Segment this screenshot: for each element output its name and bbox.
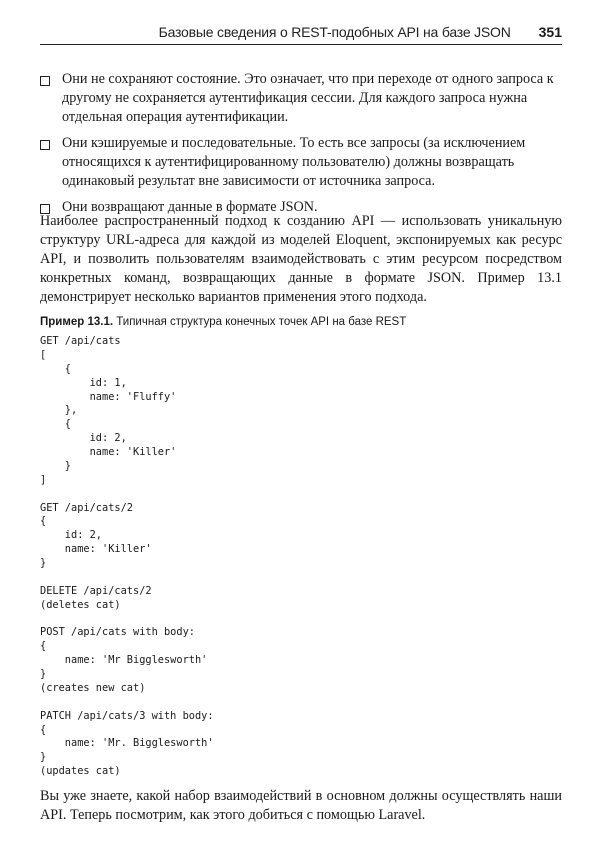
page-number: 351: [538, 24, 562, 40]
list-item-text: Они возвращают данные в формате JSON.: [62, 199, 318, 215]
example-caption: [40, 316, 406, 328]
list-item: [40, 134, 564, 191]
list-item-text: Они кэшируемые и последовательные. То есть все запросы (за исключением относящихся к аутентифицированному пользователю) должны возвращать одинаковый результат вне зависимости от источника запроса.: [62, 135, 526, 189]
checkbox-bullet-icon: [40, 140, 50, 150]
running-header: [40, 14, 562, 45]
list-item-text: Они не сохраняют состояние. Это означает, что при переходе от одного запроса к другому не сохраняется аутентификация сессии. Для каждого запроса нужна отдельная операция аутентификации.: [62, 71, 554, 125]
example-label: Пример 13.1.: [40, 316, 114, 328]
list-item: [40, 70, 564, 127]
code-listing: GET /api/cats [ { id: 1, name: 'Fluffy' }, { id: 2, name: 'Killer' } ] GET /api/cats/2 { id: 2, name: 'Killer' } DELETE /api/cats/2 (deletes cat) POST /api/cats with body: { name: 'Mr Bigglesworth' } (creates new cat) PATCH /api/cats/3 with body: { name: 'Mr. Bigglesworth' } (updates cat): [40, 335, 214, 778]
header-title: Базовые сведения о REST-подобных API на базе JSON: [158, 24, 511, 40]
body-paragraph: Наиболее распространенный подход к созданию API — использовать уникальную структуру URL-адреса для каждой из моделей Eloquent, экспонируемых как ресурс API, и позволить пользователям взаимодействовать с этим ресурсом посредством конкретных команд, возвращающих данные в формате JSON. Пример 13.1 демонстрирует несколько вариантов применения этого подхода.: [40, 213, 562, 305]
checkbox-bullet-icon: [40, 76, 50, 86]
body-paragraph: Вы уже знаете, какой набор взаимодействий в основном должны осуществлять наши API. Теперь посмотрим, как этого добиться с помощью Laravel.: [40, 788, 562, 823]
bullet-list: [40, 70, 564, 224]
example-title: Типичная структура конечных точек API на базе REST: [116, 316, 407, 328]
